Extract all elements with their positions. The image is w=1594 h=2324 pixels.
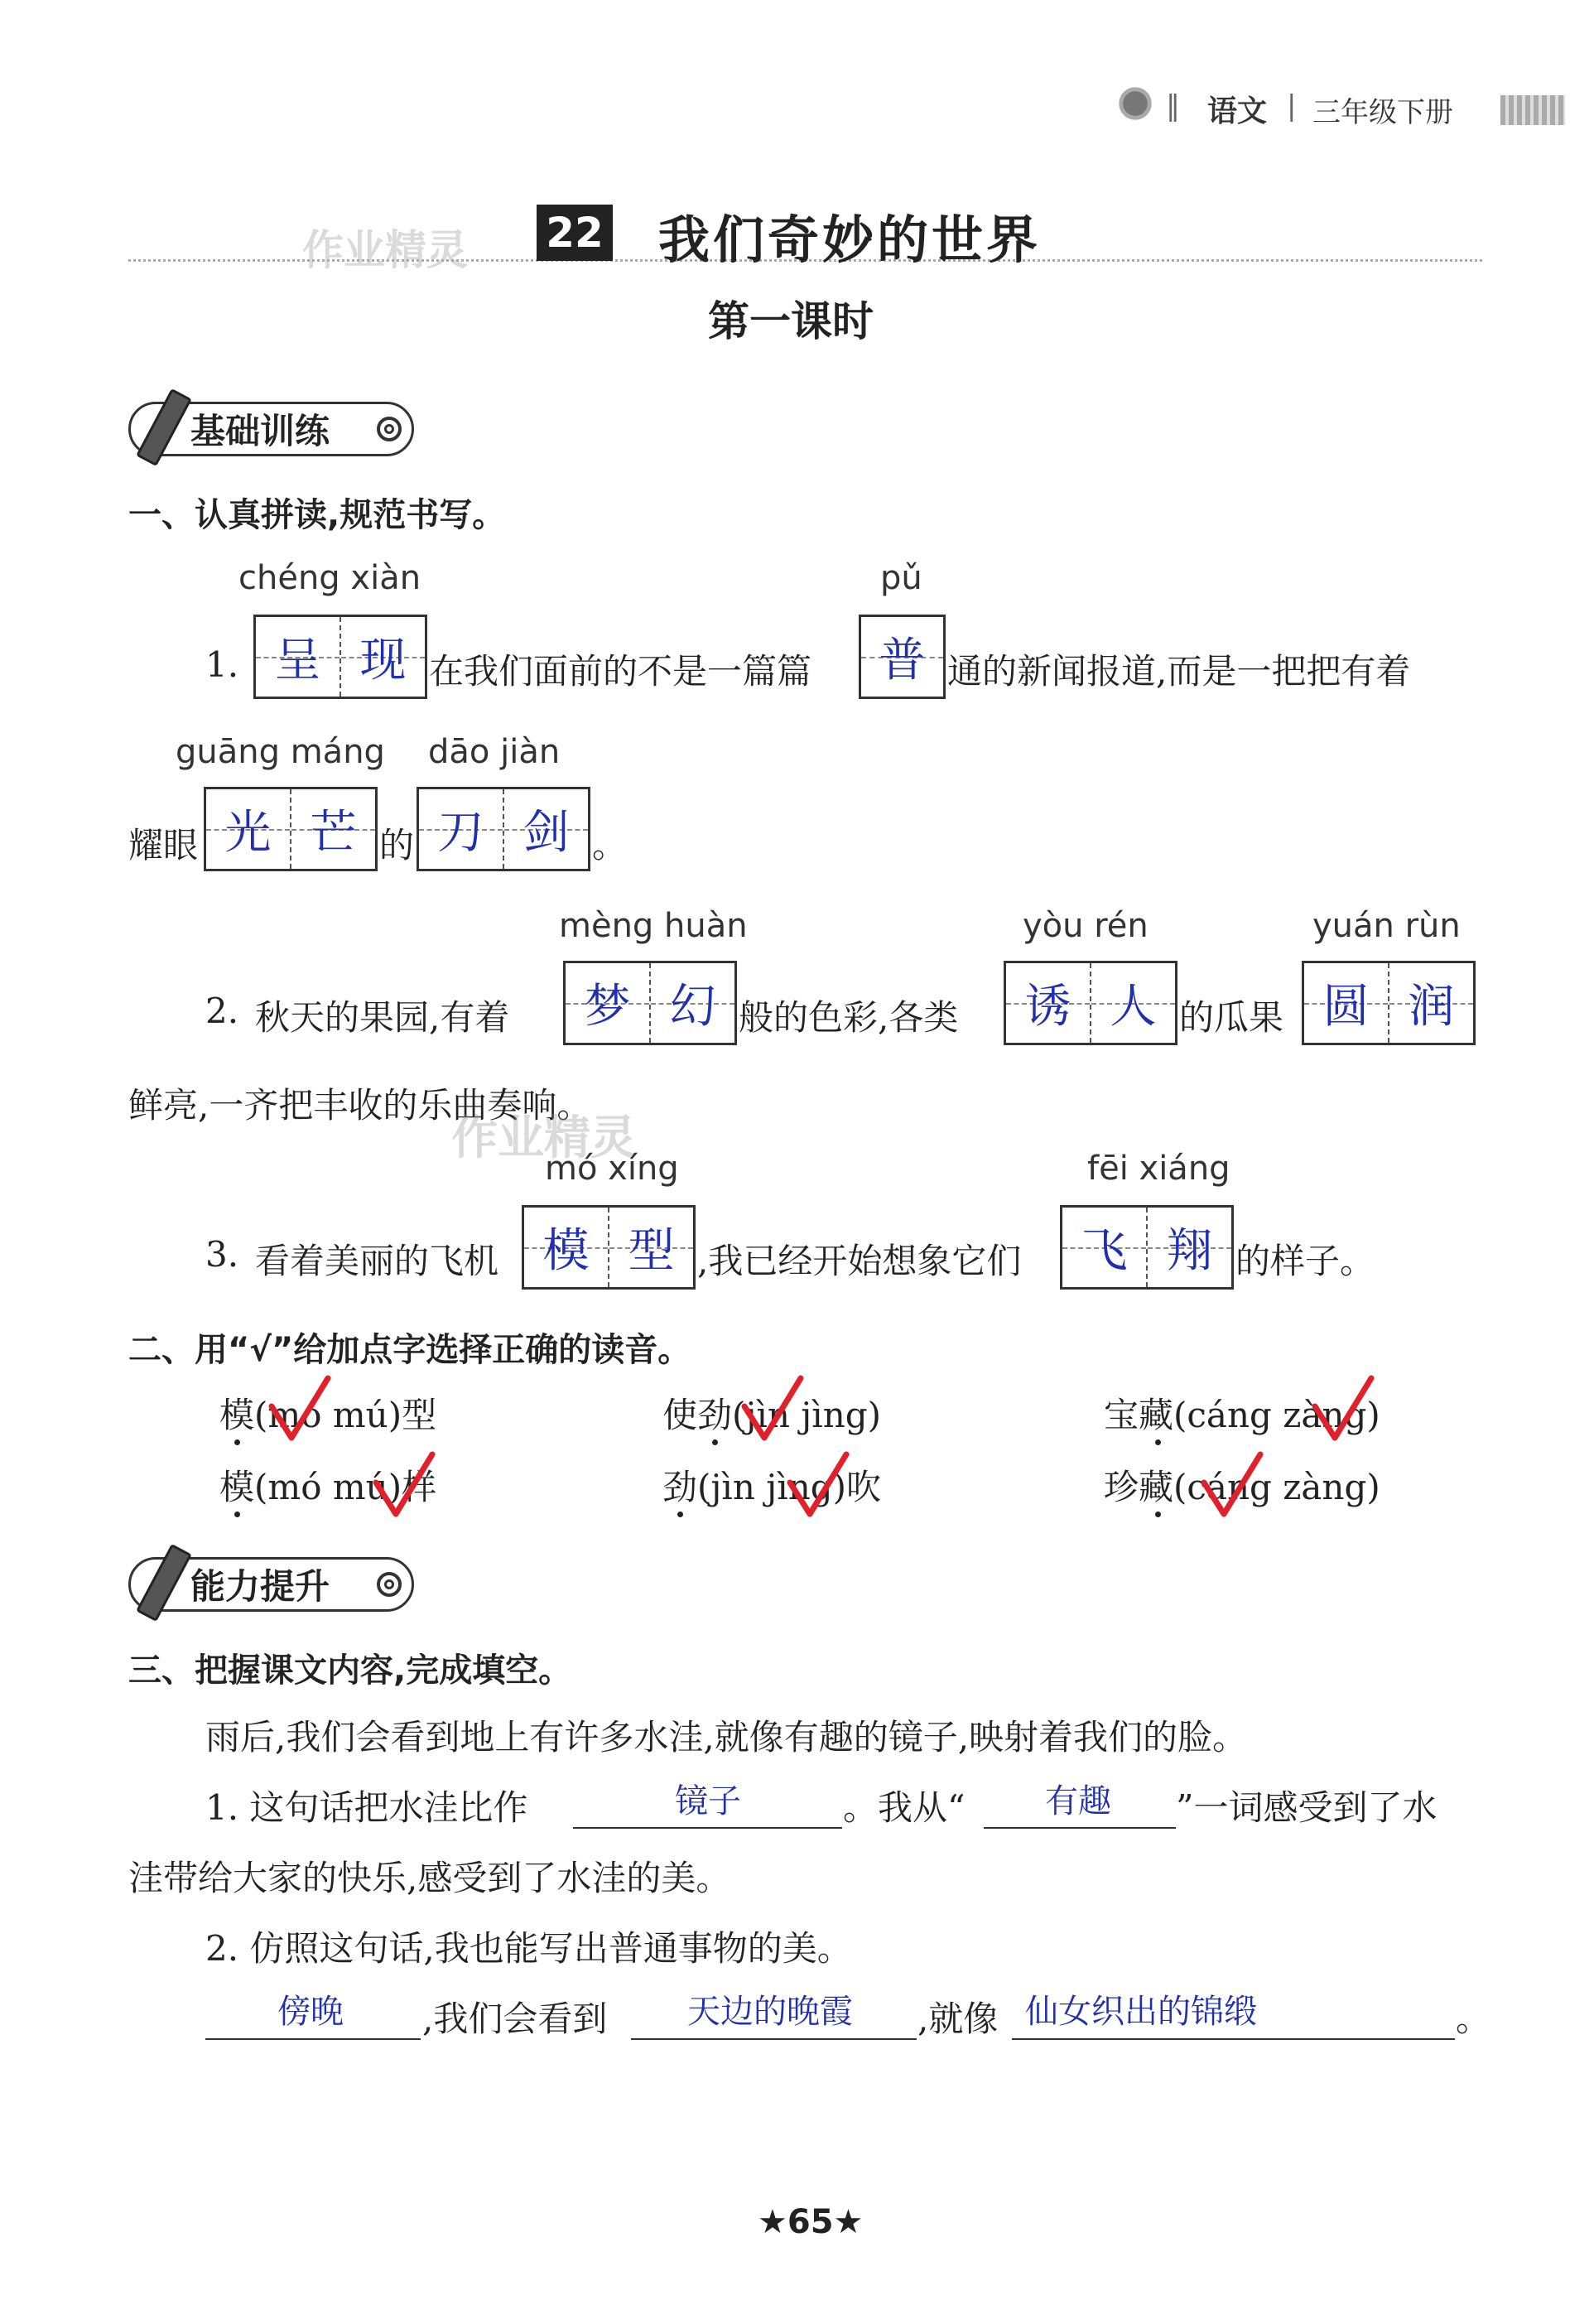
check-mark-icon [371, 1449, 437, 1519]
header-grade: 三年级下册 [1312, 96, 1453, 129]
sentence-text: 通的新闻报道,而是一把把有着 [947, 651, 1411, 692]
answer-box: 梦 幻 [563, 961, 737, 1045]
reading-option: 模(mó mú)样 [219, 1467, 437, 1507]
answer-text: 仙女织出的锦缎 [1025, 1993, 1257, 2031]
sentence-text: ,我已经开始想象它们 [697, 1241, 1022, 1281]
sentence-text: ,就像 [917, 1999, 999, 2039]
sentence-text: 鲜亮,一齐把丰收的乐曲奏响。 [128, 1085, 592, 1126]
emphasis-dot [712, 1439, 718, 1445]
emphasis-dot [677, 1512, 683, 1517]
sentence-text: 的瓜果 [1179, 997, 1284, 1038]
ring-icon [377, 1572, 402, 1597]
answer-box: 诱 人 [1004, 961, 1177, 1045]
sentence-text: 般的色彩,各类 [739, 997, 959, 1038]
lesson-number: 22 [537, 205, 613, 261]
lesson-subtitle: 第一课时 [708, 297, 874, 345]
reading-option: 宝藏(cáng zàng) [1104, 1395, 1380, 1435]
answer-box: 模 型 [522, 1205, 696, 1290]
sentence-text: 。 [1456, 1999, 1491, 2039]
check-mark-icon [267, 1373, 333, 1443]
sentence-text: 耀眼 [128, 825, 199, 865]
answer-box: 普 [859, 615, 946, 699]
pencil-icon [136, 388, 192, 466]
lesson-title: 我们奇妙的世界 [658, 210, 1042, 270]
answer-box: 刀 剑 [417, 787, 590, 871]
sentence-number: 1. [205, 644, 239, 685]
sentence-text: 的 [379, 825, 415, 865]
emphasis-dot [1155, 1439, 1161, 1445]
emphasis-dot [234, 1439, 240, 1445]
pinyin: mèng huàn [559, 907, 748, 945]
sun-logo-icon [1116, 84, 1154, 123]
pinyin: chéng xiàn [238, 559, 421, 597]
sentence-number: 3. [205, 1234, 239, 1275]
answer-box: 光 芒 [204, 787, 378, 871]
header-divider: | [1287, 89, 1297, 123]
emphasis-dot [234, 1512, 240, 1517]
answer-text: 傍晚 [277, 1993, 344, 2031]
pinyin: pǔ [880, 559, 922, 597]
pinyin: fēi xiáng [1087, 1150, 1230, 1188]
answer-text: 镜子 [675, 1782, 741, 1820]
section-badge-ability: 能力提升 [128, 1557, 414, 1612]
sentence-text: 2. 仿照这句话,我也能写出普通事物的美。 [205, 1928, 852, 1969]
section-badge-basic: 基础训练 [128, 402, 414, 456]
sentence-text: 秋天的果园,有着 [255, 997, 510, 1038]
question-2-title: 二、用“√”给加点字选择正确的读音。 [128, 1331, 691, 1369]
sentence-text: 的样子。 [1235, 1241, 1375, 1281]
answer-box: 呈 现 [253, 615, 427, 699]
emphasis-dot [1155, 1512, 1161, 1517]
sentence-text: ”一词感受到了水 [1176, 1787, 1437, 1828]
pinyin: yuán rùn [1312, 907, 1461, 945]
pinyin: dāo jiàn [428, 733, 561, 771]
reading-option: 使劲(jìn jìng) [662, 1395, 882, 1435]
page-number: ★65★ [758, 2203, 864, 2241]
pinyin: guāng máng [176, 733, 385, 771]
ring-icon [377, 417, 402, 441]
passage: 雨后,我们会看到地上有许多水洼,就像有趣的镜子,映射着我们的脸。 [205, 1717, 1248, 1757]
question-1-title: 一、认真拼读,规范书写。 [128, 496, 506, 534]
answer-box: 飞 翔 [1060, 1205, 1234, 1290]
sentence-number: 2. [205, 991, 239, 1031]
sentence-text: 1. 这句话把水洼比作 [205, 1787, 528, 1828]
answer-box: 圆 润 [1302, 961, 1476, 1045]
reading-option: 珍藏(cáng zàng) [1104, 1467, 1380, 1507]
check-mark-icon [739, 1373, 806, 1443]
header-subject: 语文 [1207, 94, 1268, 128]
watermark: 作业精灵 [451, 1111, 637, 1165]
question-3-title: 三、把握课文内容,完成填空。 [128, 1651, 572, 1690]
pencil-icon [136, 1544, 192, 1622]
sentence-text: 看着美丽的飞机 [255, 1241, 499, 1281]
header-divider: ‖ [1166, 89, 1180, 123]
sentence-text: 洼带给大家的快乐,感受到了水洼的美。 [128, 1858, 731, 1898]
check-mark-icon [1199, 1449, 1265, 1519]
sentence-text: ,我们会看到 [422, 1999, 608, 2039]
sentence-text: 在我们面前的不是一篇篇 [429, 651, 812, 692]
check-mark-icon [785, 1449, 851, 1519]
pinyin: mó xíng [545, 1150, 679, 1188]
answer-text: 有趣 [1045, 1782, 1111, 1820]
header-stripe [1500, 95, 1565, 125]
check-mark-icon [1310, 1373, 1376, 1443]
reading-option: 模(mó mú)型 [219, 1395, 437, 1435]
watermark: 作业精灵 [302, 226, 468, 274]
sentence-text: 。我从“ [843, 1787, 966, 1828]
pinyin: yòu rén [1023, 907, 1149, 945]
sentence-text: 。 [592, 825, 628, 865]
answer-text: 天边的晚霞 [687, 1993, 853, 2031]
reading-option: 劲(jìn jìng)吹 [662, 1467, 882, 1507]
